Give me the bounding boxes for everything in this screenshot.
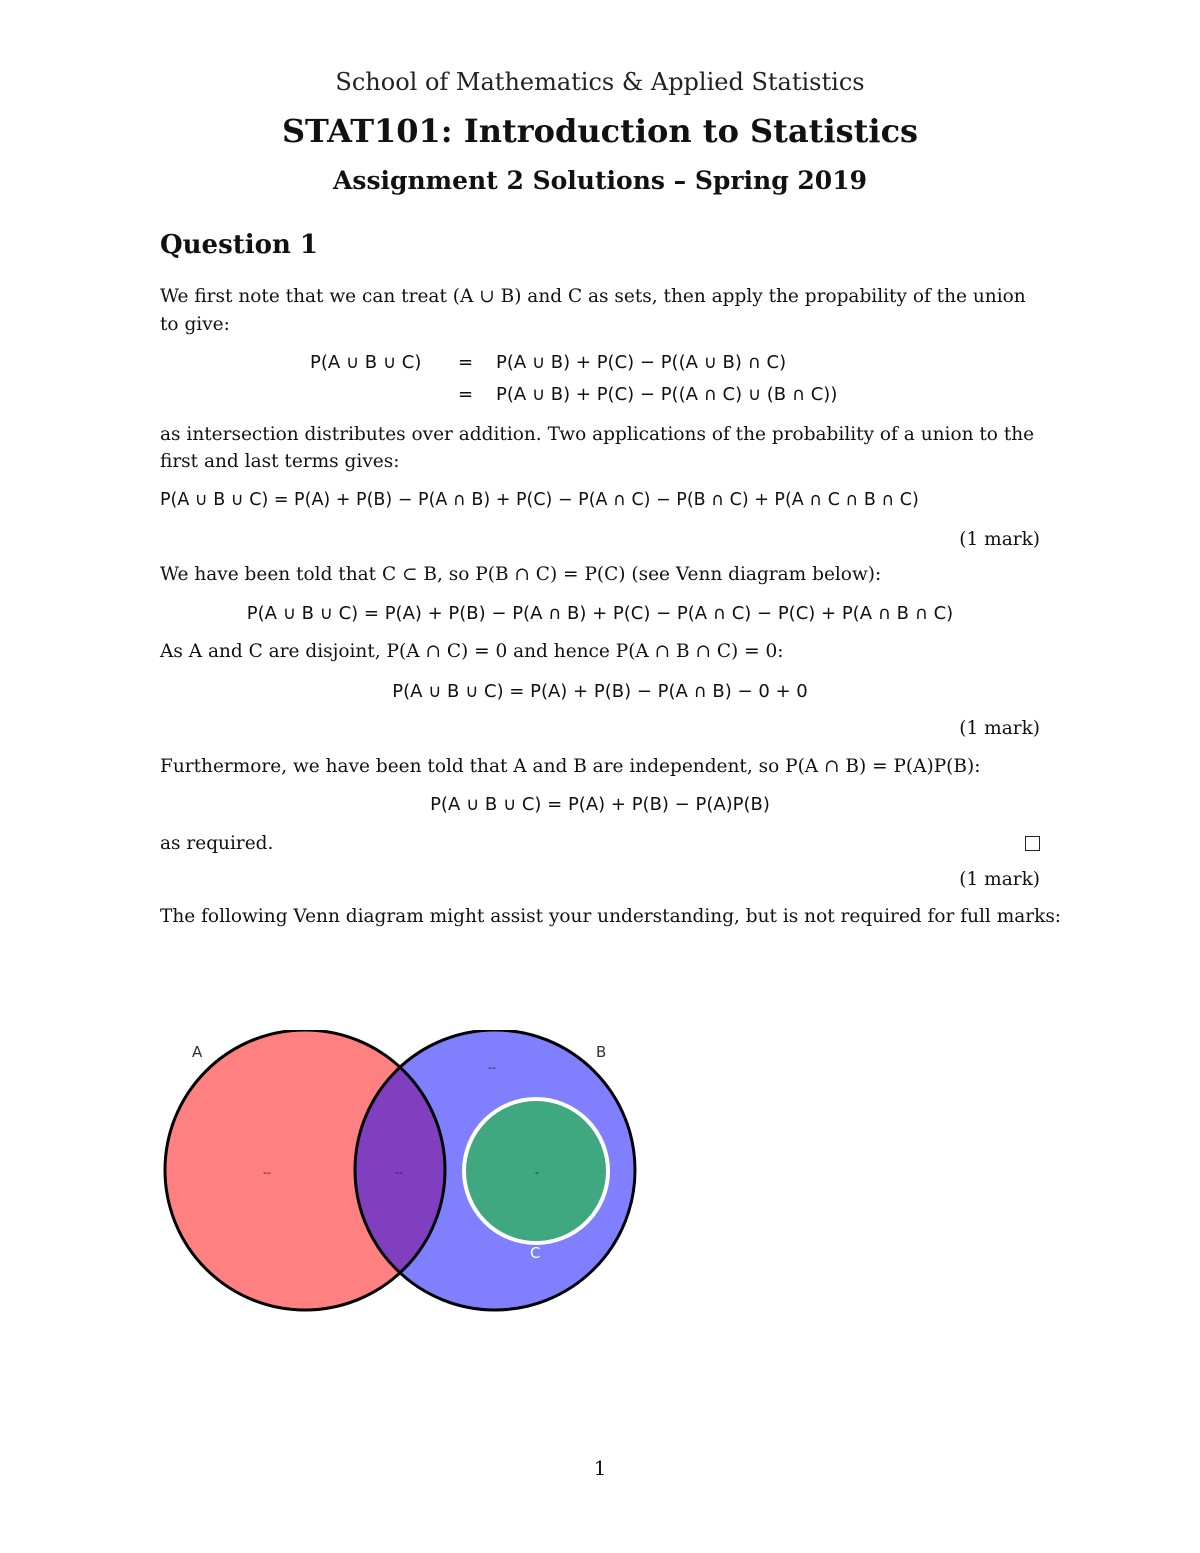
set-c-label: C [530, 1244, 541, 1262]
course-title: STAT101: Introduction to Statistics [281, 112, 919, 150]
paragraph-2-line-2: first and last terms gives: [160, 451, 400, 472]
equation-1-lhs: P(A ∪ B ∪ C) [310, 352, 422, 373]
set-b-label: B [596, 1043, 607, 1061]
question-heading: Question 1 [160, 230, 319, 260]
equation-4: P(A ∪ B ∪ C) = P(A) + P(B) − P(A ∩ B) + P(C) − P(A ∩ C) − P(C) + P(A ∩ B ∩ C) [246, 603, 954, 624]
paragraph-7: The following Venn diagram might assist your understanding, but is not required for full marks: [160, 906, 1062, 927]
equation-5: P(A ∪ B ∪ C) = P(A) + P(B) − P(A ∩ B) − 0 + 0 [392, 681, 808, 702]
region-b-marker: -- [488, 1061, 496, 1074]
mark-3: (1 mark) [959, 869, 1040, 890]
equation-6: P(A ∪ B ∪ C) = P(A) + P(B) − P(A)P(B) [430, 794, 770, 815]
set-a-label: A [192, 1043, 203, 1061]
equation-2-rhs: P(A ∪ B) + P(C) − P((A ∩ C) ∪ (B ∩ C)) [496, 384, 838, 405]
paragraph-3: We have been told that C ⊂ B, so P(B ∩ C) = P(C) (see Venn diagram below): [160, 564, 882, 585]
paragraph-1-line-2: to give: [160, 314, 230, 335]
paragraph-4: As A and C are disjoint, P(A ∩ C) = 0 and hence P(A ∩ B ∩ C) = 0: [160, 641, 784, 662]
region-c-marker: - [535, 1166, 539, 1179]
equation-1-equals: = [458, 352, 474, 373]
venn-diagram [160, 1030, 660, 1340]
mark-2: (1 mark) [959, 718, 1040, 739]
qed-box-icon [1025, 836, 1040, 851]
paragraph-5: Furthermore, we have been told that A and B are independent, so P(A ∩ B) = P(A)P(B): [160, 756, 981, 777]
paragraph-2-line-1: as intersection distributes over addition. Two applications of the probability of a union to the [160, 424, 1035, 445]
school-name: School of Mathematics & Applied Statistics [335, 68, 865, 96]
equation-3: P(A ∪ B ∪ C) = P(A) + P(B) − P(A ∩ B) + P(C) − P(A ∩ C) − P(B ∩ C) + P(A ∩ C ∩ B ∩ C) [160, 490, 919, 510]
assignment-title: Assignment 2 Solutions – Spring 2019 [332, 166, 867, 195]
equation-1-rhs: P(A ∪ B) + P(C) − P((A ∪ B) ∩ C) [496, 352, 787, 373]
region-ab-marker: -- [395, 1166, 403, 1179]
paragraph-1-line-1: We first note that we can treat (A ∪ B) and C as sets, then apply the propability of the union [160, 286, 1026, 307]
page-number: 1 [593, 1456, 607, 1480]
equation-2-equals: = [458, 384, 474, 405]
mark-1: (1 mark) [959, 529, 1040, 550]
region-a-marker: -- [263, 1166, 271, 1179]
paragraph-6: as required. [160, 833, 274, 854]
